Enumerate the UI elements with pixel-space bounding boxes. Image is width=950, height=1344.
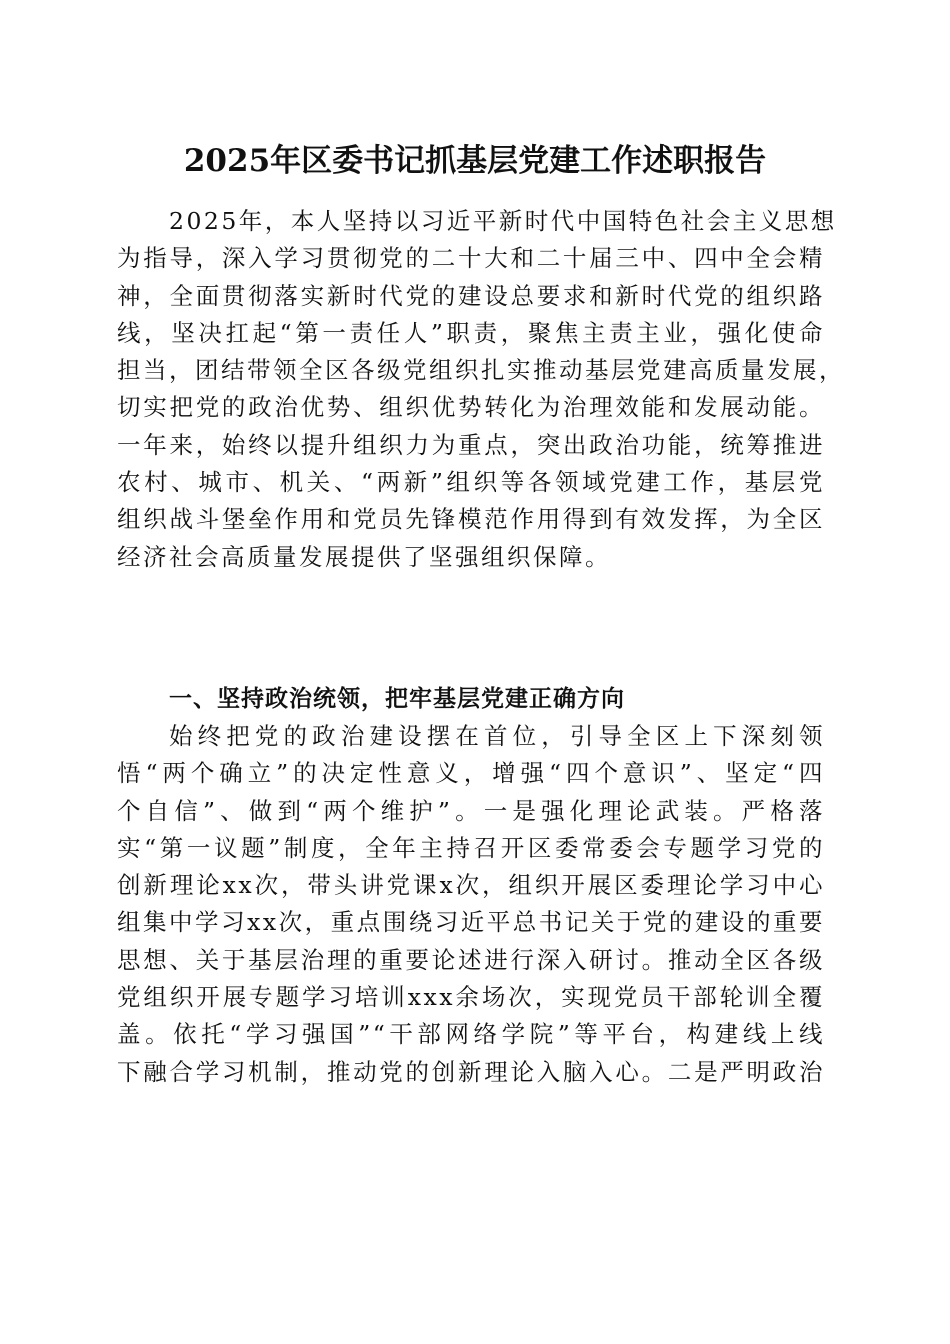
paragraph-line: 神，全面贯彻落实新时代党的建设总要求和新时代党的组织路 (117, 281, 825, 310)
paragraph-line: 思想、关于基层治理的重要论述进行深入研讨。推动全区各级 (117, 945, 825, 974)
paragraph-line: 线，坚决扛起“第一责任人”职责，聚焦主责主业，强化使命 (117, 318, 825, 347)
section-heading: 一、坚持政治统领，把牢基层党建正确方向 (169, 686, 625, 712)
paragraph-line: 组集中学习xx次，重点围绕习近平总书记关于党的建设的重要 (117, 908, 825, 937)
paragraph-line: 党组织开展专题学习培训xxx余场次，实现党员干部轮训全覆 (117, 983, 825, 1012)
paragraph-line: 下融合学习机制，推动党的创新理论入脑入心。二是严明政治 (117, 1057, 825, 1086)
paragraph-line: 经济社会高质量发展提供了坚强组织保障。 (117, 542, 611, 571)
section1-paragraph (117, 718, 825, 1091)
paragraph-line: 切实把党的政治优势、组织优势转化为治理效能和发展动能。 (117, 393, 825, 422)
paragraph-line: 一年来，始终以提升组织力为重点，突出政治功能，统筹推进 (117, 430, 825, 459)
paragraph-line: 2025年，本人坚持以习近平新时代中国特色社会主义思想 (169, 207, 837, 235)
paragraph-line: 担当，团结带领全区各级党组织扎实推动基层党建高质量发展， (117, 356, 845, 385)
paragraph-line: 个自信”、做到“两个维护”。一是强化理论武装。严格落 (117, 796, 825, 825)
paragraph-line: 悟“两个确立”的决定性意义，增强“四个意识”、坚定“四 (117, 759, 825, 788)
paragraph-line: 始终把党的政治建设摆在首位，引导全区上下深刻领 (169, 722, 825, 750)
intro-paragraph (117, 203, 845, 576)
paragraph-line: 组织战斗堡垒作用和党员先锋模范作用得到有效发挥，为全区 (117, 505, 825, 534)
paragraph-line: 为指导，深入学习贯彻党的二十大和二十届三中、四中全会精 (117, 244, 825, 273)
paragraph-line: 创新理论xx次，带头讲党课x次，组织开展区委理论学习中心 (117, 871, 825, 900)
paragraph-line: 农村、城市、机关、“两新”组织等各领域党建工作，基层党 (117, 468, 825, 497)
paragraph-line: 盖。依托“学习强国”“干部网络学院”等平台，构建线上线 (117, 1020, 825, 1049)
paragraph-line: 实“第一议题”制度，全年主持召开区委常委会专题学习党的 (117, 833, 825, 862)
document-title: 2025年区委书记抓基层党建工作述职报告 (183, 143, 767, 179)
